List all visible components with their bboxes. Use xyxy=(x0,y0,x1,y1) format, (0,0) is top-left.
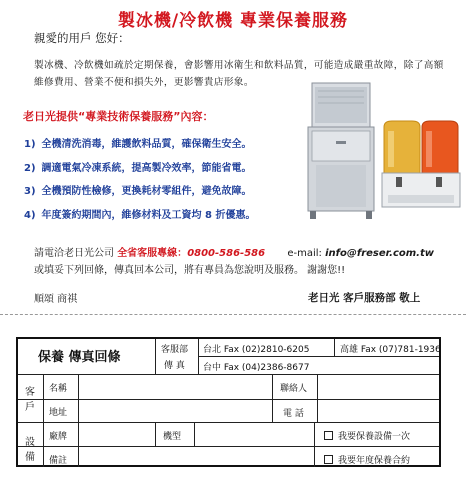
hotline-label: 全省客服專線： xyxy=(117,248,188,259)
option-annual-contract[interactable] xyxy=(324,453,410,466)
service-number: 1) xyxy=(24,139,36,150)
form-fax-label: 傳 真 xyxy=(164,361,185,371)
service-text: 調適電氣冷凍系統，提高製冷效率，節能省電。 xyxy=(41,163,252,174)
form-title: 保養 傳真回條 xyxy=(38,350,121,365)
service-item xyxy=(24,182,252,197)
closing-salutation: 順頌 商祺 xyxy=(34,294,78,305)
customer-section-label-2: 戶 xyxy=(25,402,35,413)
customer-section-label: 客 xyxy=(25,387,35,398)
equipment-section-label: 設 xyxy=(25,437,35,448)
greeting: 親愛的用戶 您好： xyxy=(34,31,130,45)
phone-label: 電 話 xyxy=(283,409,304,419)
fax-reply-form xyxy=(16,337,441,467)
service-item xyxy=(24,206,255,221)
service-item xyxy=(24,159,252,174)
services-heading: 老日光提供“專業技術保養服務”內容： xyxy=(23,110,214,123)
checkbox[interactable] xyxy=(324,455,333,464)
contact-person-label: 聯絡人 xyxy=(280,384,308,394)
contact-line xyxy=(34,244,434,259)
fax-taipei: 台北 Fax (02)2810-6205 xyxy=(203,345,310,355)
drink-dispenser-image xyxy=(380,117,462,211)
page-title: 製冰機/冷飲機 專業保養服務 xyxy=(117,11,349,31)
service-number: 2) xyxy=(24,163,36,174)
checkbox[interactable] xyxy=(324,431,333,440)
service-text: 年度簽約期間內，維修材料及工資均 8 折優惠。 xyxy=(41,210,256,221)
service-text: 全機清洗消毒，維護飲料品質，確保衛生安全。 xyxy=(41,139,252,150)
ice-machine-image xyxy=(306,81,378,221)
fax-taichung: 台中 Fax (04)2386-8677 xyxy=(203,363,310,373)
intro-paragraph: 製冰機、冷飲機如疏於定期保養，會影響用冰衛生和飲料品質，可能造成嚴重故障，除了高額維修費用、營業不便和損失外，更影響貴店形象。 xyxy=(34,60,444,88)
service-text: 全機預防性檢修，更換耗材零組件，避免故障。 xyxy=(41,186,252,197)
fax-kaohsiung: 高雄 Fax (07)781-1936 xyxy=(340,345,441,355)
service-item xyxy=(24,135,252,150)
contact-prefix: 請電洽老日光公司 xyxy=(34,248,114,259)
address-label: 地址 xyxy=(49,408,68,418)
email-address: info@freser.com.tw xyxy=(325,248,434,259)
hotline-number: 0800-586-586 xyxy=(187,248,266,259)
contact-instruction: 或填妥下列回條，傳真回本公司，將有專員為您說明及服務。 謝謝您!! xyxy=(34,265,346,276)
option-label: 我要年度保養合約 xyxy=(338,456,411,466)
email-label: e-mail: xyxy=(287,248,322,259)
cut-line xyxy=(0,314,466,315)
service-number: 3) xyxy=(24,186,36,197)
note-label: 備註 xyxy=(49,456,68,466)
brand-label: 廠牌 xyxy=(49,432,68,442)
closing-signature: 老日光 客戶服務部 敬上 xyxy=(308,292,421,304)
form-dept-label: 客服部 xyxy=(161,345,189,355)
service-number: 4) xyxy=(24,210,36,221)
name-label: 名稱 xyxy=(49,384,68,394)
option-label: 我要保養設備一次 xyxy=(338,432,411,442)
model-label: 機型 xyxy=(163,432,182,442)
option-maintain-once[interactable] xyxy=(324,429,410,442)
equipment-section-label-2: 備 xyxy=(25,452,35,463)
